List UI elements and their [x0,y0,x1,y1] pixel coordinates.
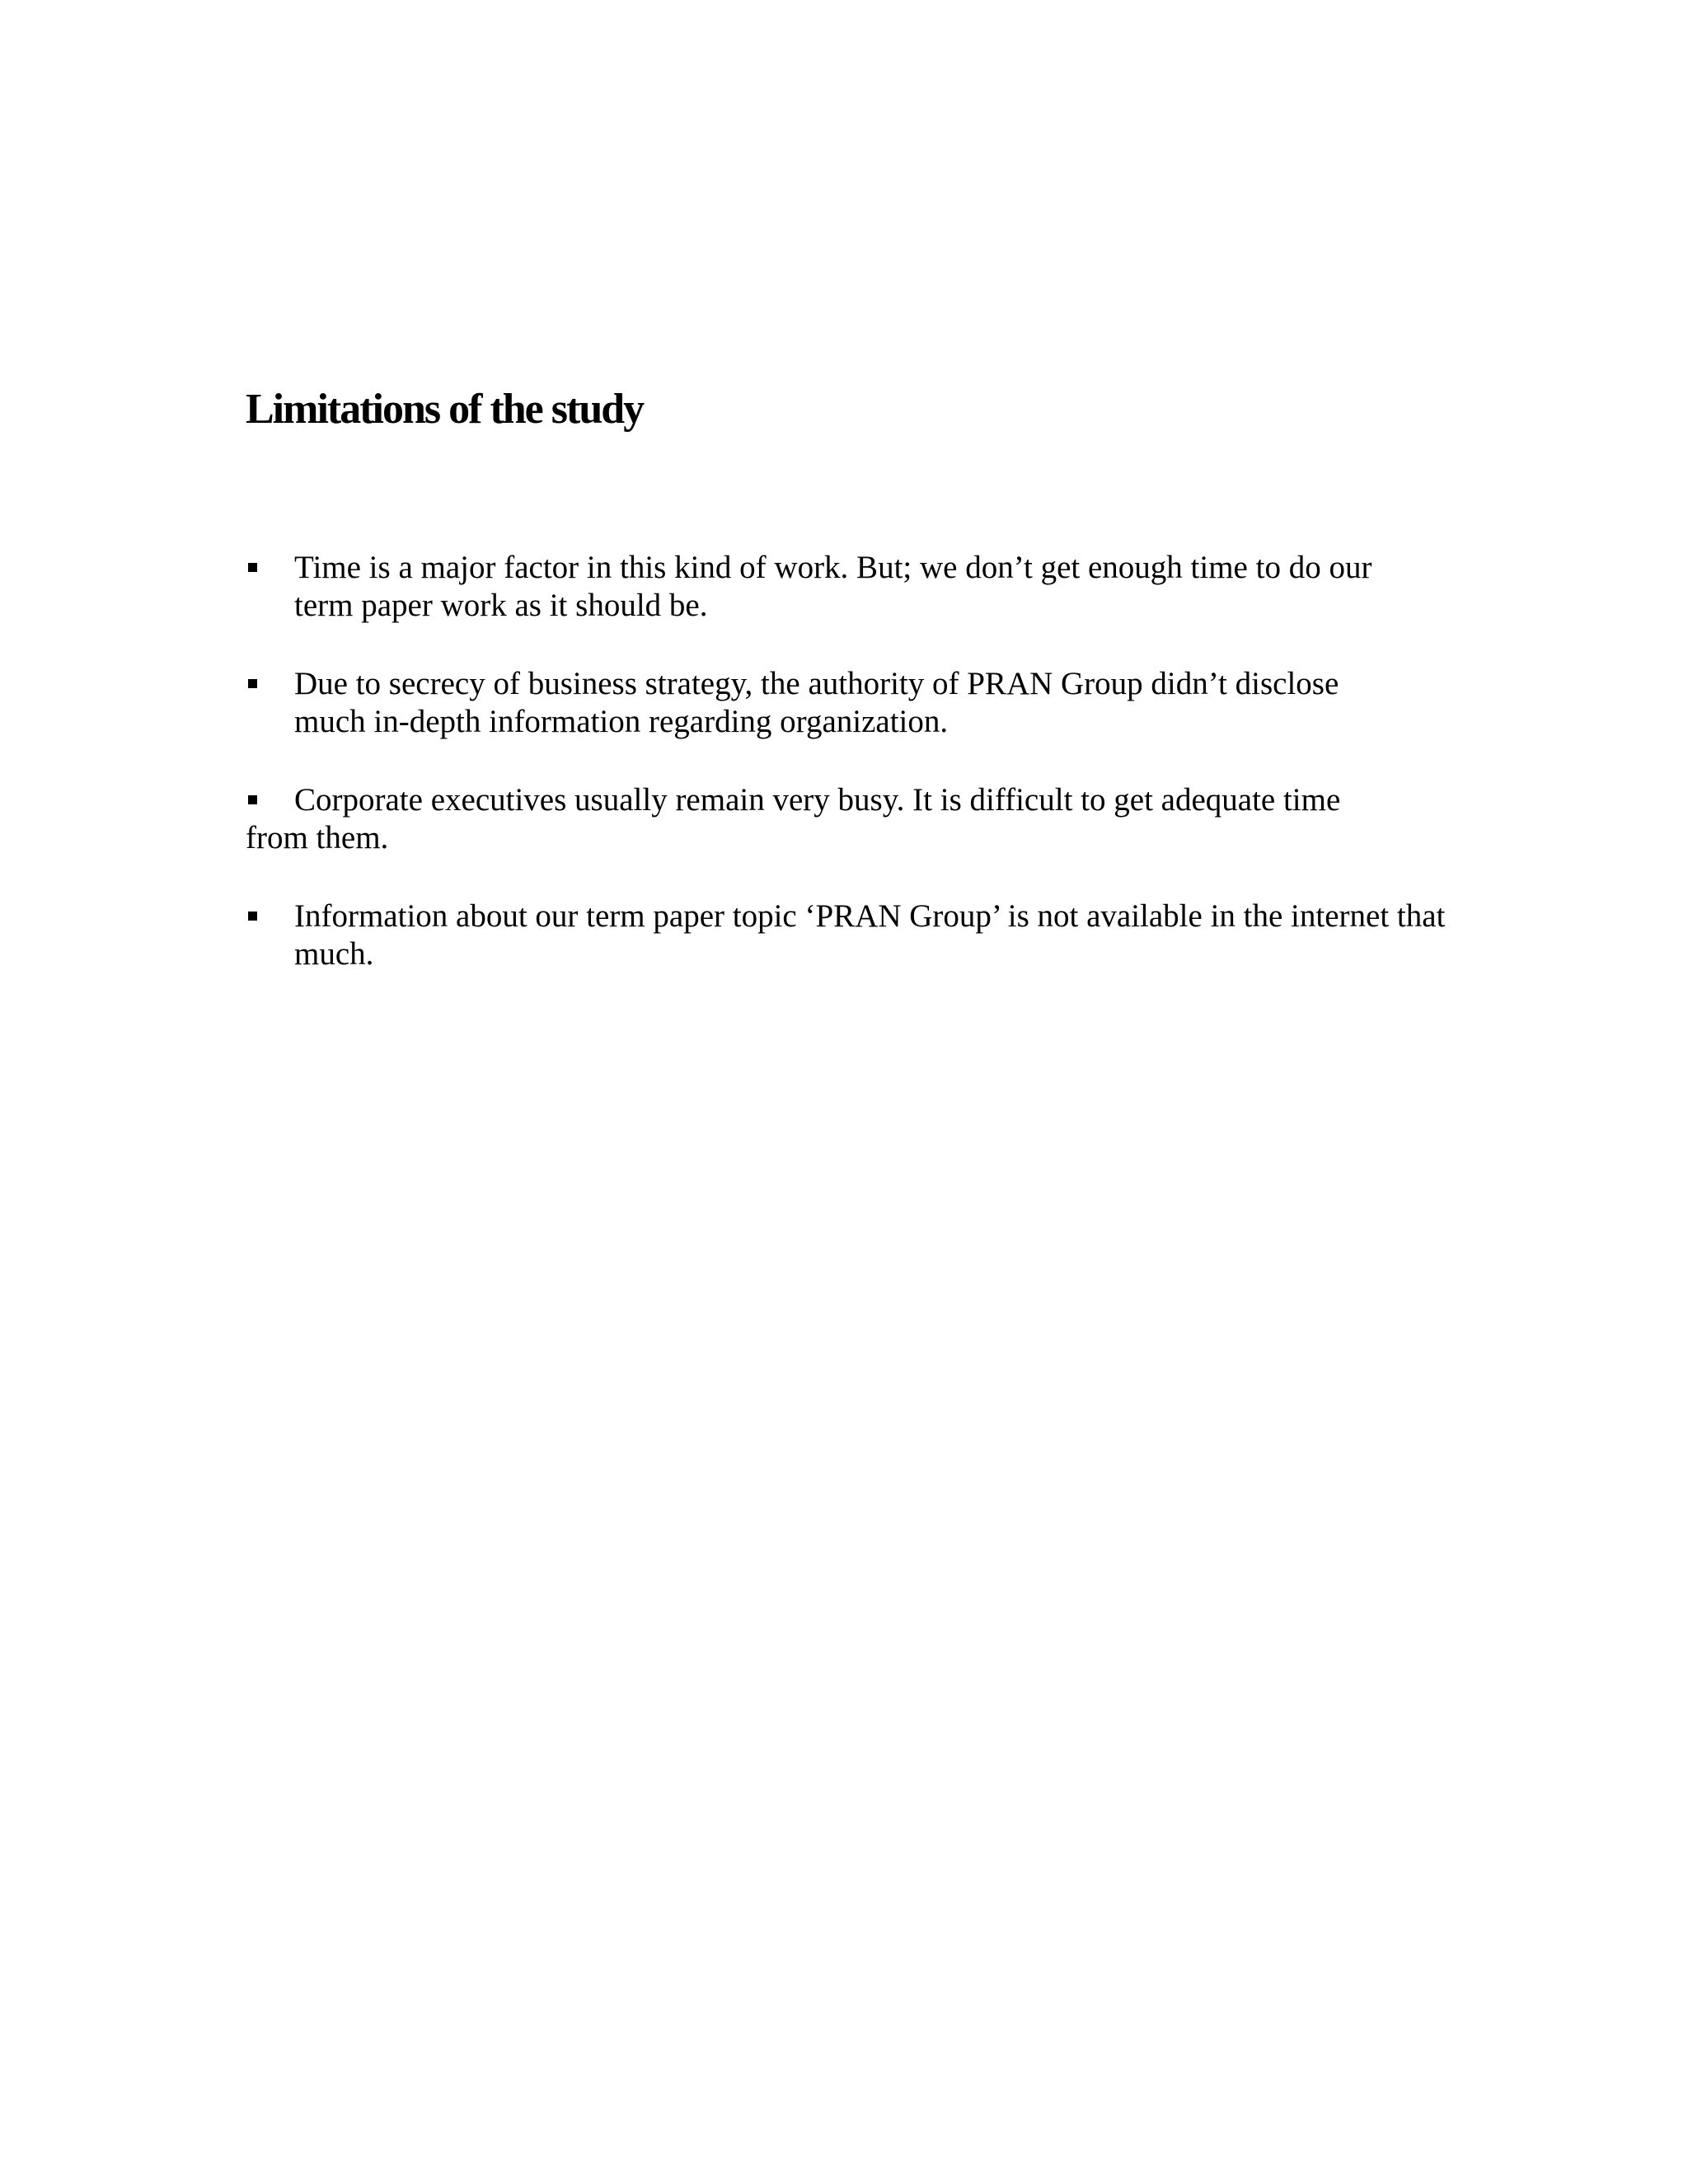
square-bullet-icon [248,912,257,921]
list-item-text [294,665,1339,741]
page-title: Limitations of the study [246,386,644,433]
square-bullet-icon [248,795,257,804]
list-item-line: Due to secrecy of business strategy, the authority of PRAN Group didn’t disclose [294,666,1339,701]
list-item-line: term paper work as it should be. [294,588,708,623]
list-item-line: Information about our term paper topic ‘PRAN Group’ is not available in the internet that [294,898,1446,934]
list-item [246,781,1341,857]
list-item-text [246,781,1341,857]
list-item-line: Corporate executives usually remain very busy. It is difficult to get adequate time [294,782,1341,818]
list-item [246,898,1446,973]
list-item-text [294,549,1372,625]
list-item-line: from them. [246,820,389,855]
list-item-line: Time is a major factor in this kind of work. But; we don’t get enough time to do our [294,550,1372,585]
list-item [246,549,1372,625]
list-item-line: much in-depth information regarding organization. [294,704,949,739]
list-item-line: much. [294,936,374,972]
square-bullet-icon [248,679,257,688]
list-item [246,665,1339,741]
list-item-text [294,898,1445,973]
square-bullet-icon [248,563,257,572]
